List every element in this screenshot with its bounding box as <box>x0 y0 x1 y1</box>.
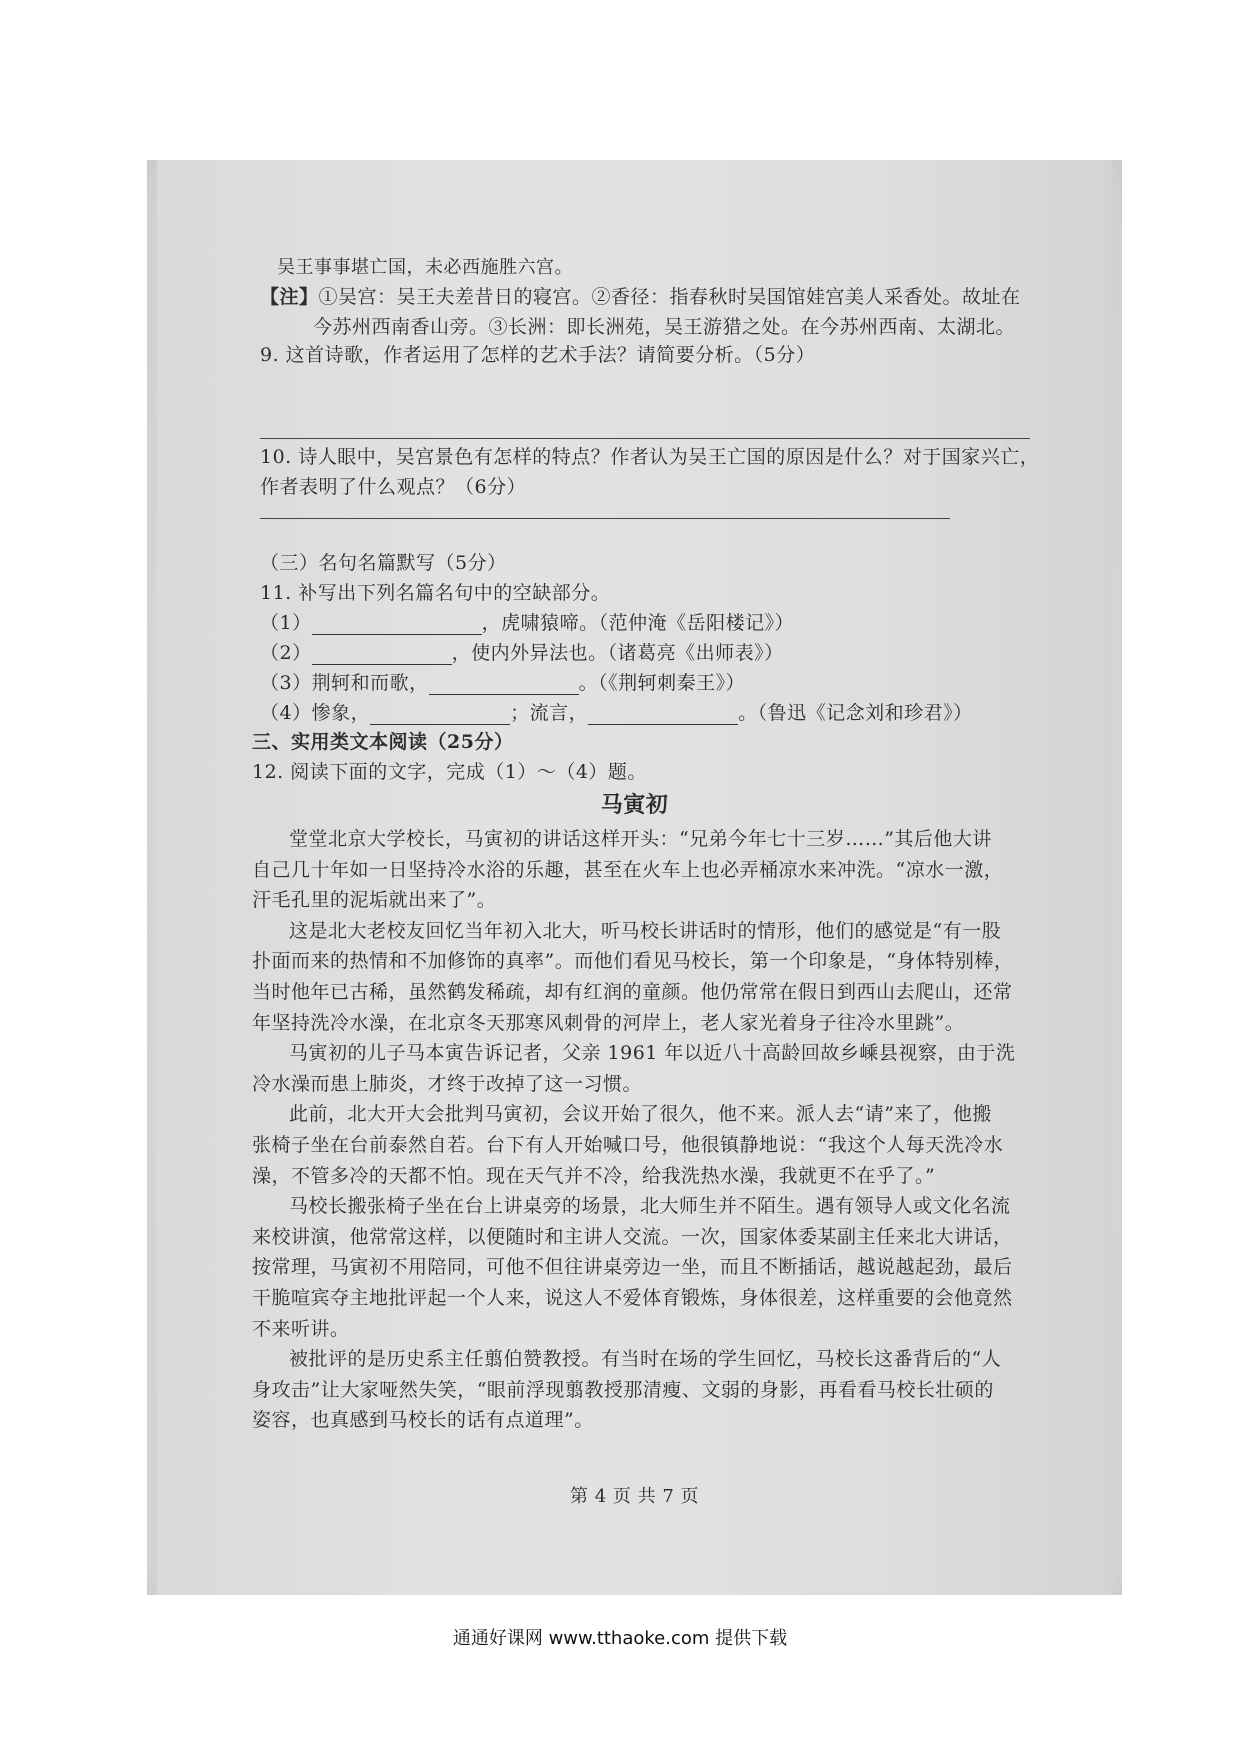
article-line: 马校长搬张椅子坐在台上讲桌旁的场景，北大师生并不陌生。遇有领导人或文化名流 <box>289 1195 1011 1217</box>
question-9: 9. 这首诗歌，作者运用了怎样的艺术手法？请简要分析。（5分） <box>260 344 816 366</box>
answer-line-q10 <box>260 518 950 519</box>
part-3-heading: 三、实用类文本阅读（25分） <box>252 731 514 753</box>
q11-item-2: （2） ，使内外异法也。（诸葛亮《出师表》） <box>260 642 784 664</box>
article-line: 干脆喧宾夺主地批评起一个人来，说这人不爱体育锻炼，身体很差，这样重要的会他竟然 <box>252 1287 1013 1309</box>
download-footer: 通通好课网 www.tthaoke.com 提供下载 <box>452 1628 788 1649</box>
article-line: 扑面而来的热情和不加修饰的真率”。而他们看见马校长，第一个印象是，“身体特别棒， <box>252 950 1014 972</box>
article-line: 年坚持洗冷水澡，在北京冬天那寒风刺骨的河岸上，老人家光着身子往冷水里跳”。 <box>252 1012 965 1034</box>
article-line: 马寅初的儿子马本寅告诉记者，父亲 1961 年以近八十高龄回故乡嵊县视察，由于洗 <box>289 1042 1016 1064</box>
section-3-heading: （三）名句名篇默写（5分） <box>260 552 507 574</box>
article-line: 身攻击”让大家哑然失笑，“眼前浮现翦教授那清瘦、文弱的身影，再看看马校长壮硕的 <box>252 1379 994 1401</box>
article-title: 马寅初 <box>600 792 669 818</box>
note-label: 【注】 <box>260 286 319 308</box>
article-line: 不来听讲。 <box>252 1318 350 1340</box>
question-12-prompt: 12. 阅读下面的文字，完成（1）～（4）题。 <box>252 761 647 783</box>
article-line: 澡，不管多冷的天都不怕。现在天气并不冷，给我洗热水澡，我就更不在乎了。” <box>252 1165 936 1187</box>
note-text-1: ①吴宫：吴王夫差昔日的寝宫。②香径：指春秋时吴国馆娃宫美人采香处。故址在 <box>318 286 1021 308</box>
q11-item-4: （4）惨象， ；流言， 。（鲁迅《记念刘和珍君》） <box>260 702 973 724</box>
article-line: 张椅子坐在台前泰然自若。台下有人开始喊口号，他很镇静地说：“我这个人每天洗冷水 <box>252 1134 1004 1156</box>
question-10-line-1: 10. 诗人眼中，吴宫景色有怎样的特点？作者认为吴王亡国的原因是什么？对于国家兴亡， <box>260 446 1040 468</box>
article-line: 按常理，马寅初不用陪同，可他不但往讲桌旁边一坐，而且不断插话，越说越起劲，最后 <box>252 1256 1013 1278</box>
exam-paper <box>157 160 1112 1595</box>
article-line: 堂堂北京大学校长，马寅初的讲话这样开头：“兄弟今年七十三岁……”其后他大讲 <box>289 828 992 850</box>
answer-line-q9 <box>260 438 1030 439</box>
question-10-line-2: 作者表明了什么观点？（6分） <box>260 476 527 498</box>
blank-4a[interactable] <box>370 706 510 725</box>
blank-4b[interactable] <box>588 706 738 725</box>
poem-last-line: 吴王事事堪亡国，未必西施胜六宫。 <box>277 257 573 278</box>
article-line: 冷水澡而患上肺炎，才终于改掉了这一习惯。 <box>252 1073 643 1095</box>
article-line: 自己几十年如一日坚持冷水浴的乐趣，甚至在火车上也必弄桶凉水来冲洗。“凉水一激， <box>252 859 1004 881</box>
article-line: 姿容，也真感到马校长的话有点道理”。 <box>252 1409 594 1431</box>
article-line: 被批评的是历史系主任翦伯赞教授。有当时在场的学生回忆，马校长这番背后的“人 <box>289 1348 1002 1370</box>
article-line: 汗毛孔里的泥垢就出来了”。 <box>252 889 497 911</box>
blank-1[interactable] <box>312 616 482 635</box>
article-line: 来校讲演，他常常这样，以便随时和主讲人交流。一次，国家体委某副主任来北大讲话， <box>252 1226 1013 1248</box>
exam-page-photo <box>147 160 1122 1595</box>
question-11-prompt: 11. 补写出下列名篇名句中的空缺部分。 <box>260 582 611 604</box>
blank-2[interactable] <box>312 646 452 665</box>
q11-item-1: （1） ，虎啸猿啼。（范仲淹《岳阳楼记》） <box>260 612 795 634</box>
note-line-1 <box>260 282 1021 309</box>
article-line: 这是北大老校友回忆当年初入北大，听马校长讲话时的情形，他们的感觉是“有一股 <box>289 920 1002 942</box>
blank-3[interactable] <box>429 676 579 695</box>
page-number: 第 4 页 共 7 页 <box>569 1486 699 1507</box>
q11-item-3: （3）荆轲和而歌， 。（《荆轲刺秦王》） <box>260 672 746 694</box>
note-line-2: 今苏州西南香山旁。③长洲：即长洲苑，吴王游猎之处。在今苏州西南、太湖北。 <box>313 316 1016 338</box>
article-line: 此前，北大开大会批判马寅初，会议开始了很久，他不来。派人去“请”来了，他搬 <box>289 1103 992 1125</box>
article-line: 当时他年已古稀，虽然鹤发稀疏，却有红润的童颜。他仍常常在假日到西山去爬山，还常 <box>252 981 1013 1003</box>
